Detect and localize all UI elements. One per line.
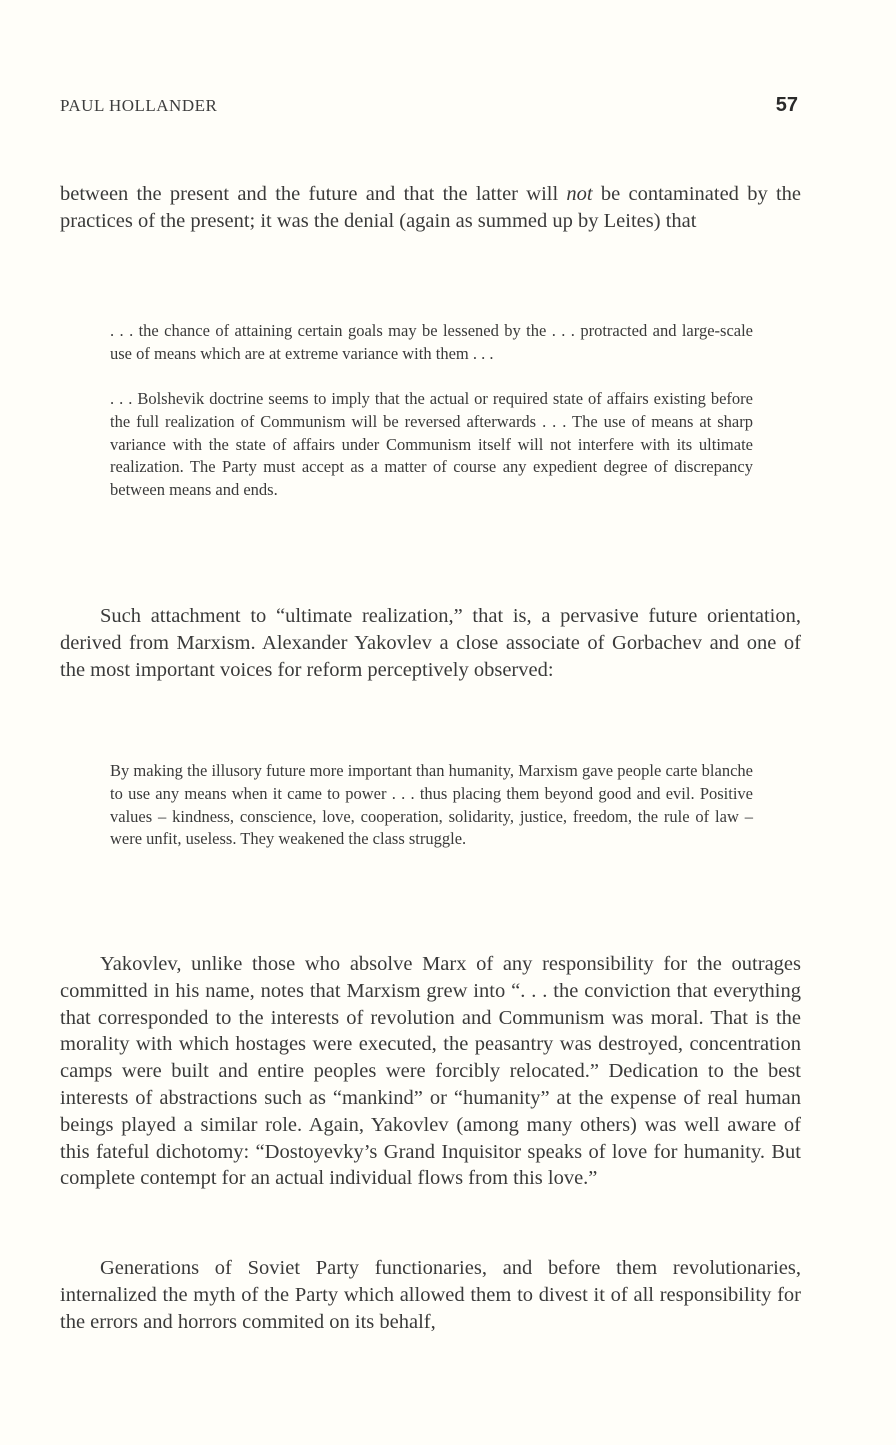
block-quote-yakovlev: By making the illusory future more important than humanity, Marxism gave people carte blanche to use any means when it came to power . . . thus placing them beyond good and evil. Positive values – kindness, conscience, love, cooperation, solidarity, justice, freedom, the rule of law – were unfit, useless. They weakened the class struggle.	[110, 761, 753, 849]
paragraph-text: be contaminated by the practices of the present; it was the denial (again as summed up by Leites) that	[60, 183, 802, 232]
emphasis-not: not	[566, 183, 593, 205]
running-head-author: PAUL HOLLANDER	[60, 96, 218, 115]
paragraph-future-orientation: Such attachment to “ultimate realization,” that is, a pervasive future orientation, derived from Marxism. Alexander Yakovlev a close associate of Gorbachev and one of the most important voices for reform perceptively observed:	[60, 605, 801, 681]
page-number: 57	[775, 94, 798, 116]
block-quote-leites-part-1: . . . the chance of attaining certain goals may be lessened by the . . . protracted and large-scale use of means which are at extreme variance with them . . .	[110, 321, 753, 363]
paragraph-text: between the present and the future and that the latter will	[60, 183, 567, 205]
paragraph-yakovlev-marxism: Yakovlev, unlike those who absolve Marx of any responsibility for the outrages committed in his name, notes that Marxism grew into “. . . the conviction that everything that corresponded to the interests of revolution and Communism was moral. That is the morality with which hostages were executed, the peasantry was destroyed, concentration camps were built and entire peoples were forcibly relocated.” Dedication to the best interests of abstractions such as “mankind” or “humanity” at the expense of real human beings played a similar role. Again, Yakovlev (among many others) was well aware of this fateful dichotomy: “Dostoyevky’s Grand Inquisitor speaks of love for humanity. But complete contempt for an actual individual flows from this love.”	[60, 953, 801, 1190]
paragraph-party-functionaries: Generations of Soviet Party functionaries, and before them revolutionaries, internalized the myth of the Party which allowed them to divest it of all responsibility for the errors and horrors commited on its behalf,	[60, 1257, 801, 1333]
block-quote-leites-part-2: . . . Bolshevik doctrine seems to imply that the actual or required state of affairs existing before the full realization of Communism will be reversed afterwards . . . The use of means at sharp variance with the state of affairs under Communism itself will not interfere with its ultimate realization. The Party must accept as a matter of course any expedient degree of discrepancy between means and ends.	[110, 389, 753, 500]
paragraph-continuation	[60, 181, 801, 235]
running-head	[60, 94, 798, 124]
